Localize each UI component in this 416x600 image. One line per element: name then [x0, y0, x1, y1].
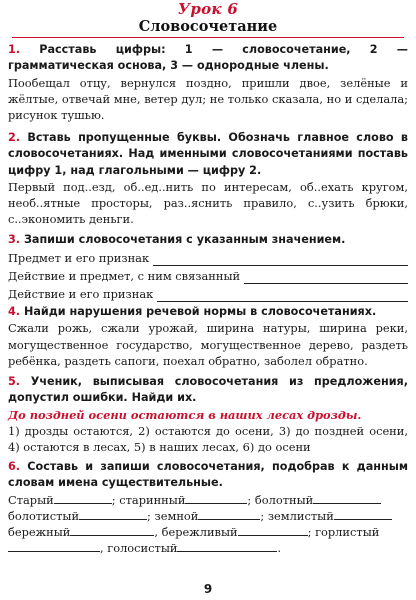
answer-line[interactable] — [153, 253, 408, 266]
task-5-question-text: Ученик, выписывая словосочетания из предложения, допустил ошибки. Найди их. — [8, 375, 408, 405]
lesson-topic: Словосочетание — [138, 18, 278, 35]
task-5-answers: 1) дрозды остаются, 2) остаются до осени, 3) до поздней осени, 4) остаются в лесах, 5) в наших лесах, 6) до осени — [8, 423, 408, 455]
task-2-question-text: Вставь пропущенные буквы. Обозначь главное слово в словосочетаниях. Над именными словосочетаниями поставь цифру 1, над глагольными — цифру 2. — [8, 131, 408, 177]
answer-blank[interactable] — [70, 524, 154, 536]
task-6-number: 6. — [8, 460, 21, 473]
task-1-number: 1. — [8, 43, 21, 56]
task-6-question — [8, 459, 408, 492]
task-6-row-1 — [8, 492, 408, 508]
word: Старый — [8, 492, 54, 507]
answer-line[interactable] — [157, 289, 408, 302]
task-1 — [8, 42, 408, 123]
task-3 — [8, 232, 408, 302]
task-6-question-text: Составь и запиши словосочетания, подобрав к данным словам имена существительные. — [8, 460, 408, 490]
lesson-title: Урок 6 — [177, 0, 239, 18]
task-4-question — [8, 304, 408, 320]
task-3-number: 3. — [8, 233, 21, 246]
answer-blank[interactable] — [334, 508, 392, 520]
task-3-line-1[interactable] — [8, 248, 408, 266]
task-6-row-3 — [8, 524, 408, 540]
header-divider — [12, 37, 404, 38]
word: ; горлистый — [307, 525, 380, 540]
task-3-question-text: Запиши словосочетания с указанным значением. — [23, 233, 346, 246]
task-4-text: Сжали рожь, сжали урожай, ширина натуры, ширина реки, могущественное государство, могущественное дерево, раздеть ребёнка, раздеть сапоги, поехал обратно, заболел обратно. — [8, 321, 408, 368]
answer-blank[interactable] — [8, 540, 100, 552]
task-3-line-3-label: Действие и его признак — [8, 287, 154, 301]
answer-blank[interactable] — [238, 524, 308, 536]
word: бережный — [8, 525, 71, 540]
task-2-text: Первый под..езд, об..ед..нить по интересам, об..ехать кругом, необ..ятные просторы, раз..яснить правило, с..узить брюки, с..экономить деньги. — [8, 179, 408, 227]
task-3-line-1-label: Предмет и его признак — [8, 251, 150, 265]
word: ; земной — [147, 508, 199, 523]
answer-blank[interactable] — [177, 540, 277, 552]
word: ; старинный — [111, 492, 186, 507]
answer-blank[interactable] — [185, 492, 247, 504]
word: , бережливый — [154, 525, 238, 540]
task-4 — [8, 304, 408, 369]
answer-blank[interactable] — [313, 492, 381, 504]
task-5-number: 5. — [8, 375, 21, 388]
answer-blank[interactable] — [54, 492, 112, 504]
word: болотистый — [8, 508, 80, 523]
word: ; болотный — [247, 492, 314, 507]
task-1-question-text: Расставь цифры: 1 — словосочетание, 2 — грамматическая основа, 3 — однородные члены. — [8, 43, 408, 73]
task-4-number: 4. — [8, 305, 21, 318]
task-2-number: 2. — [8, 131, 21, 144]
word: , голосистый — [100, 541, 178, 556]
task-3-line-3[interactable] — [8, 284, 408, 302]
task-5 — [8, 374, 408, 455]
answer-blank[interactable] — [79, 508, 147, 520]
task-1-text: Пообещал отцу, вернулся поздно, пришли двое, зелёные и жёлтые, отвечай мне, ветер дул; не только сказала, но и сделала; рисунок тушью. — [8, 75, 408, 123]
answer-line[interactable] — [244, 271, 408, 284]
word: ; землистый — [260, 508, 334, 523]
task-6 — [8, 459, 408, 557]
task-2-question — [8, 130, 408, 179]
task-6-row-2 — [8, 508, 408, 524]
task-2 — [8, 130, 408, 228]
answer-blank[interactable] — [198, 508, 260, 520]
task-4-question-text: Найди нарушения речевой нормы в словосочетаниях. — [23, 305, 377, 318]
task-6-row-4 — [8, 540, 408, 556]
page-number: 9 — [203, 582, 213, 596]
task-5-question — [8, 374, 408, 407]
word: . — [277, 541, 282, 556]
task-5-sentence: До поздней осени остаются в наших лесах дрозды. — [8, 407, 362, 422]
task-3-question — [8, 232, 408, 248]
task-3-line-2-label: Действие и предмет, с ним связанный — [8, 269, 241, 283]
task-1-question — [8, 42, 408, 75]
task-3-line-2[interactable] — [8, 266, 408, 284]
